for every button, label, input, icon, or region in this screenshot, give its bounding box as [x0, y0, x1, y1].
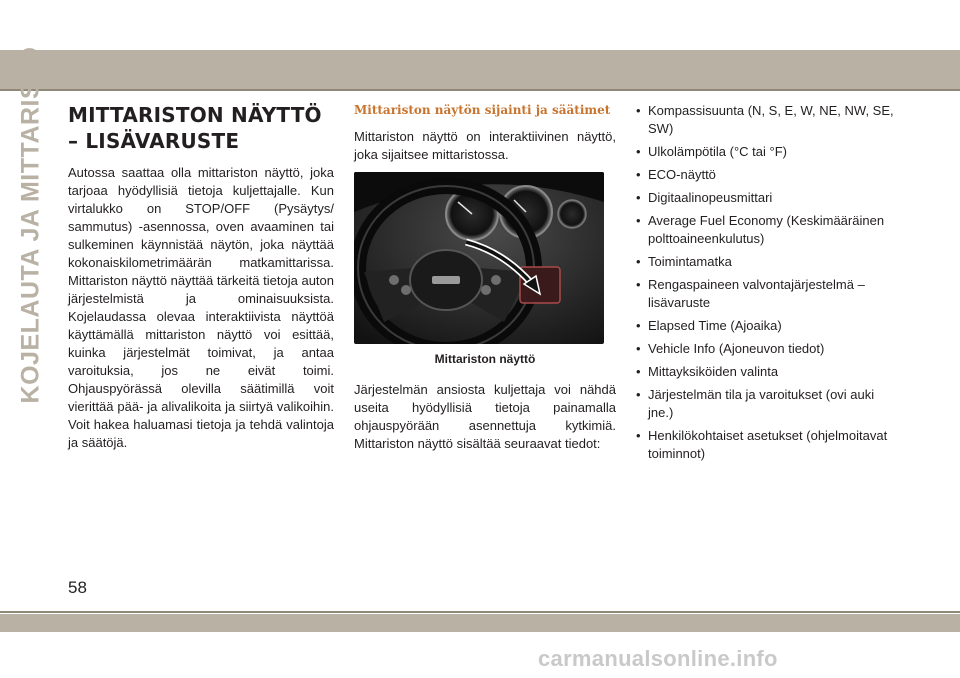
cluster-display-figure — [354, 172, 604, 344]
list-item: • Rengaspaineen valvontajärjestelmä – lisävaruste — [636, 276, 902, 312]
figure-caption: Mittariston näyttö — [434, 352, 536, 366]
feature-list — [636, 102, 902, 463]
header-rule — [0, 89, 960, 91]
footer-rule — [0, 611, 960, 613]
column-1 — [68, 102, 334, 452]
column-3 — [636, 102, 902, 468]
list-item: • Ulkolämpötila (°C tai °F) — [636, 143, 902, 161]
list-item: • Elapsed Time (Ajoaika) — [636, 317, 902, 335]
list-item: • Henkilökohtaiset asetukset (ohjelmoitavat toiminnot) — [636, 427, 902, 463]
list-item: • Toimintamatka — [636, 253, 902, 271]
header-band — [0, 50, 960, 90]
features-intro-paragraph: Järjestelmän ansiosta kuljettaja voi nähdä useita hyödyllisiä tietoja painamalla ohjauspyörään asennettuja kytkimiä. Mittariston näyttö sisältää seuraavat tiedot: — [354, 382, 616, 451]
location-paragraph: Mittariston näyttö on interaktiivinen näyttö, joka sijaitsee mittaristossa. — [354, 129, 616, 162]
list-item: • Average Fuel Economy (Keskimääräinen polttoaineenkulutus) — [636, 212, 902, 248]
list-item: • ECO-näyttö — [636, 166, 902, 184]
list-item: • Järjestelmän tila ja varoitukset (ovi auki jne.) — [636, 386, 902, 422]
section-side-tab-label: KOJELAUTA JA MITTARISTO — [16, 46, 45, 404]
footer-band — [0, 614, 960, 632]
list-item: • Kompassisuunta (N, S, E, W, NE, NW, SE, SW) — [636, 102, 902, 138]
list-item: • Vehicle Info (Ajoneuvon tiedot) — [636, 340, 902, 358]
page-number: 58 — [68, 578, 87, 597]
section-side-tab — [14, 46, 48, 404]
intro-paragraph: Autossa saattaa olla mittariston näyttö, joka tarjoaa hyödyllisiä tietoja kuljettajalle. Kun virtalukko on STOP/OFF (Pysäytys/ sammutus) -asennossa, oven avaaminen tai sulkeminen käynnistää näytön, joka näyttää kokonaiskilometrimäärän matkamittarissa. Mittariston näyttö näyttää tärkeitä tietoja auton järjestelmistä ja ominaisuuksista. Kojelaudassa olevaa interaktiivista näyttöä käyttämällä mittariston näyttö voi esittää, kuinka järjestelmät toimivat, ja antaa varoituksia, jos ne eivät toimi. Ohjauspyörässä olevilla säätimillä voit vierittää pää- ja alivalikoita ja siirtyä valikoihin. Voit hakea haluamasi tietoja ja tehdä valintoja ja säätöjä. — [68, 165, 334, 450]
steering-wheel-photo — [354, 172, 604, 344]
section-heading: MITTARISTON NÄYTTÖ – LISÄVARUSTE — [68, 103, 322, 153]
list-item: • Digitaalinopeusmittari — [636, 189, 902, 207]
column-2 — [354, 102, 616, 453]
list-item: • Mittayksiköiden valinta — [636, 363, 902, 381]
watermark-text: carmanualsonline.info — [538, 646, 778, 671]
subsection-heading: Mittariston näytön sijainti ja säätimet — [354, 103, 611, 117]
